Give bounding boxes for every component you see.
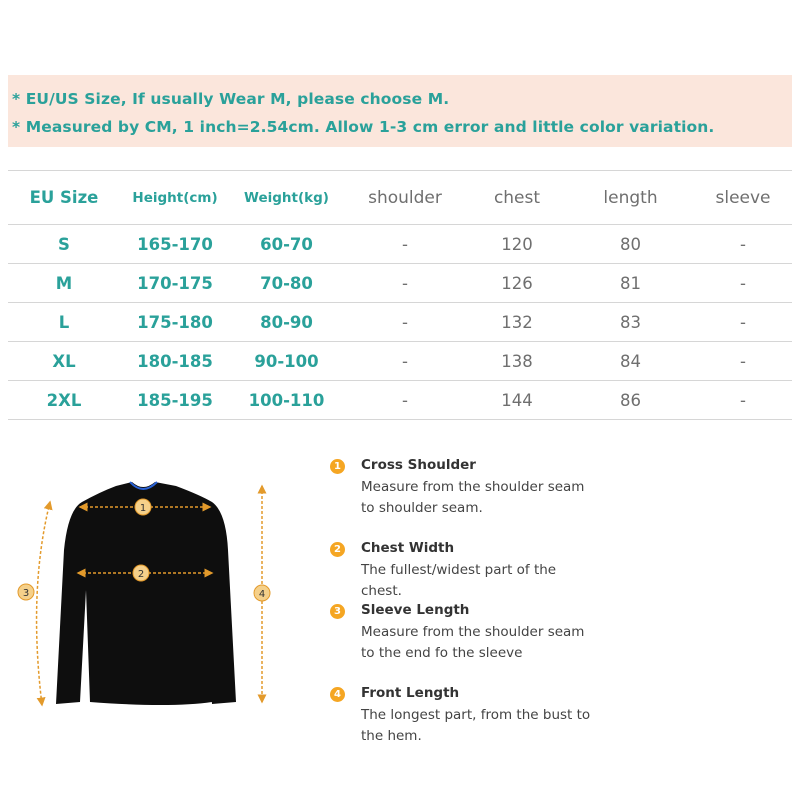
cell-weight: 60-70 xyxy=(230,225,343,264)
cell-length: 80 xyxy=(567,225,694,264)
figure-marker-3: 3 xyxy=(22,588,30,599)
figure-marker-2: 2 xyxy=(137,569,145,580)
cell-size: 2XL xyxy=(8,381,120,420)
table-row xyxy=(8,303,792,342)
cell-sleeve: - xyxy=(694,342,792,381)
cell-weight: 70-80 xyxy=(230,264,343,303)
longsleeve-shirt-diagram xyxy=(0,440,320,740)
guide-title: Front Length xyxy=(361,685,460,701)
number-2-icon: 2 xyxy=(330,542,345,557)
header-sleeve: sleeve xyxy=(694,171,792,225)
cell-size: M xyxy=(8,264,120,303)
cell-sleeve: - xyxy=(694,264,792,303)
table-row xyxy=(8,342,792,381)
cell-shoulder: - xyxy=(343,381,467,420)
cell-height: 170-175 xyxy=(120,264,230,303)
figure-marker-4: 4 xyxy=(258,589,266,600)
size-notes-banner xyxy=(8,75,792,147)
cell-weight: 90-100 xyxy=(230,342,343,381)
cell-height: 175-180 xyxy=(120,303,230,342)
header-shoulder: shoulder xyxy=(343,171,467,225)
cell-chest: 144 xyxy=(467,381,567,420)
cell-weight: 80-90 xyxy=(230,303,343,342)
cell-size: XL xyxy=(8,342,120,381)
cell-sleeve: - xyxy=(694,303,792,342)
cell-length: 84 xyxy=(567,342,694,381)
guide-description: The fullest/widest part of the chest. xyxy=(361,562,557,599)
cell-weight: 100-110 xyxy=(230,381,343,420)
cell-shoulder: - xyxy=(343,225,467,264)
cell-length: 81 xyxy=(567,264,694,303)
table-row xyxy=(8,225,792,264)
cell-length: 83 xyxy=(567,303,694,342)
size-note-measurement: * Measured by CM, 1 inch=2.54cm. Allow 1-3 cm error and little color variation. xyxy=(12,118,715,136)
marker-2-icon xyxy=(133,565,149,581)
marker-3-icon xyxy=(18,584,34,600)
guide-title: Cross Shoulder xyxy=(361,457,476,473)
header-length: length xyxy=(567,171,694,225)
size-chart-table xyxy=(8,170,792,420)
header-chest: chest xyxy=(467,171,567,225)
cell-shoulder: - xyxy=(343,264,467,303)
header-weight: Weight(kg) xyxy=(230,171,343,225)
header-height: Height(cm) xyxy=(120,171,230,225)
cell-sleeve: - xyxy=(694,381,792,420)
table-row xyxy=(8,264,792,303)
cell-shoulder: - xyxy=(343,303,467,342)
shirt-icon xyxy=(56,482,236,705)
cell-size: S xyxy=(8,225,120,264)
cell-chest: 132 xyxy=(467,303,567,342)
marker-4-icon xyxy=(254,585,270,601)
cell-size: L xyxy=(8,303,120,342)
figure-marker-1: 1 xyxy=(139,503,147,514)
cell-length: 86 xyxy=(567,381,694,420)
guide-description: Measure from the shoulder seam to shoulder seam. xyxy=(361,479,585,516)
size-note-fit: * EU/US Size, If usually Wear M, please choose M. xyxy=(12,90,450,108)
cell-sleeve: - xyxy=(694,225,792,264)
header-eu-size: EU Size xyxy=(8,171,120,225)
cell-shoulder: - xyxy=(343,342,467,381)
cell-chest: 120 xyxy=(467,225,567,264)
guide-title: Chest Width xyxy=(361,540,455,556)
number-3-icon: 3 xyxy=(330,604,345,619)
cell-height: 180-185 xyxy=(120,342,230,381)
guide-description: The longest part, from the bust to the hem. xyxy=(361,707,591,744)
cell-height: 165-170 xyxy=(120,225,230,264)
cell-chest: 126 xyxy=(467,264,567,303)
marker-1-icon xyxy=(135,499,151,515)
cell-height: 185-195 xyxy=(120,381,230,420)
cell-chest: 138 xyxy=(467,342,567,381)
guide-title: Sleeve Length xyxy=(361,602,470,618)
table-row xyxy=(8,381,792,420)
guide-description: Measure from the shoulder seam to the end fo the sleeve xyxy=(361,624,585,661)
table-header-row xyxy=(8,171,792,225)
number-1-icon: 1 xyxy=(330,459,345,474)
number-4-icon: 4 xyxy=(330,687,345,702)
measurement-figure xyxy=(0,440,320,740)
